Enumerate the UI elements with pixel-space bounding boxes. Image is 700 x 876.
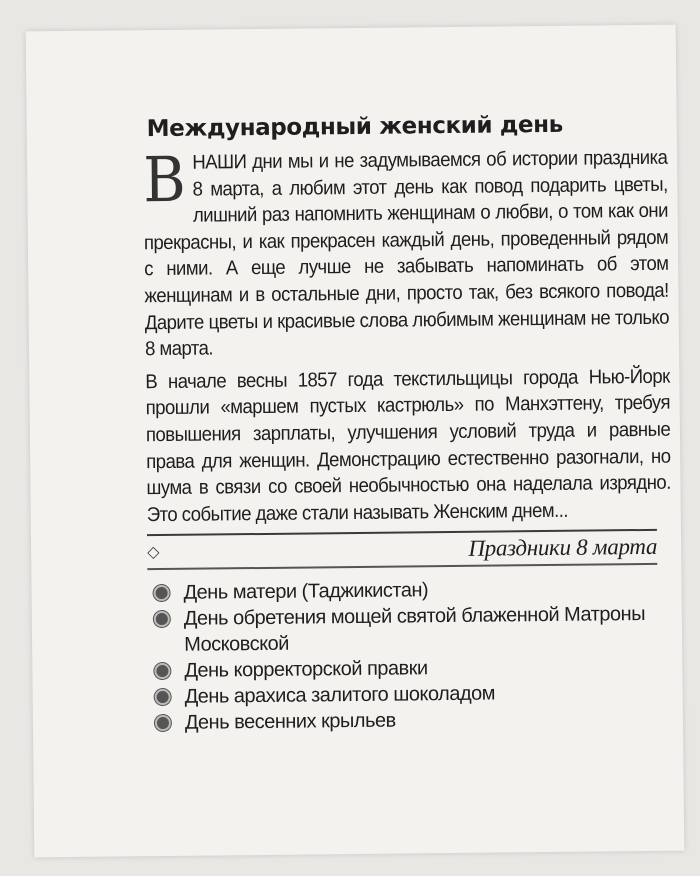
holidays-header [147, 533, 657, 566]
list-item: День обретения мощей святой блаженной Матроны Московской [148, 601, 663, 658]
bullet-icon [154, 585, 170, 601]
diamond-icon: ◇ [147, 544, 160, 562]
bullet-icon [155, 689, 171, 705]
article-paragraph-1 [142, 142, 670, 363]
holidays-title: Праздники 8 марта [468, 534, 658, 562]
bullet-icon [154, 611, 170, 627]
list-item: День корректорской правки [148, 653, 662, 684]
list-item: День весенних крыльев [149, 705, 663, 736]
article-title: Международный женский день [146, 111, 563, 143]
drop-cap: В [142, 142, 186, 217]
bullet-icon [154, 663, 170, 679]
list-item: День арахиса залитого шоколадом [149, 679, 663, 710]
article-paragraph-2: В начале весны 1857 года текстильщицы города Нью-Йорк прошли «маршем пустых кастрюль» по Манхэттену, требуя повышения зарплаты, улучшения условий труда и равные права для женщин. Демонстрацию естественно разогнали, но шума в связи со своей необычностью она наделала изрядно. Это событие даже стали называть Женским днем... [145, 365, 671, 526]
holidays-list [139, 575, 663, 736]
article-column [134, 95, 671, 850]
bullet-icon [155, 715, 171, 731]
paragraph-1-text: НАШИ дни мы и не задумываемся об истории праздника 8 марта, а любим этот день как повод подарить цветы, лишний раз напомнить женщинам о любви, о том как они прекрасны, и как прекрасен каждый день, проведенный рядом с ними. А еще лучше не забывать напоминать об этом женщинам и в остальные дни, просто так, без всякого повода! Дарите цветы и красивые слова любимым женщинам не только 8 марта. [143, 146, 670, 361]
newspaper-clipping [26, 25, 685, 858]
list-item: День матери (Таджикистан) [147, 575, 661, 606]
